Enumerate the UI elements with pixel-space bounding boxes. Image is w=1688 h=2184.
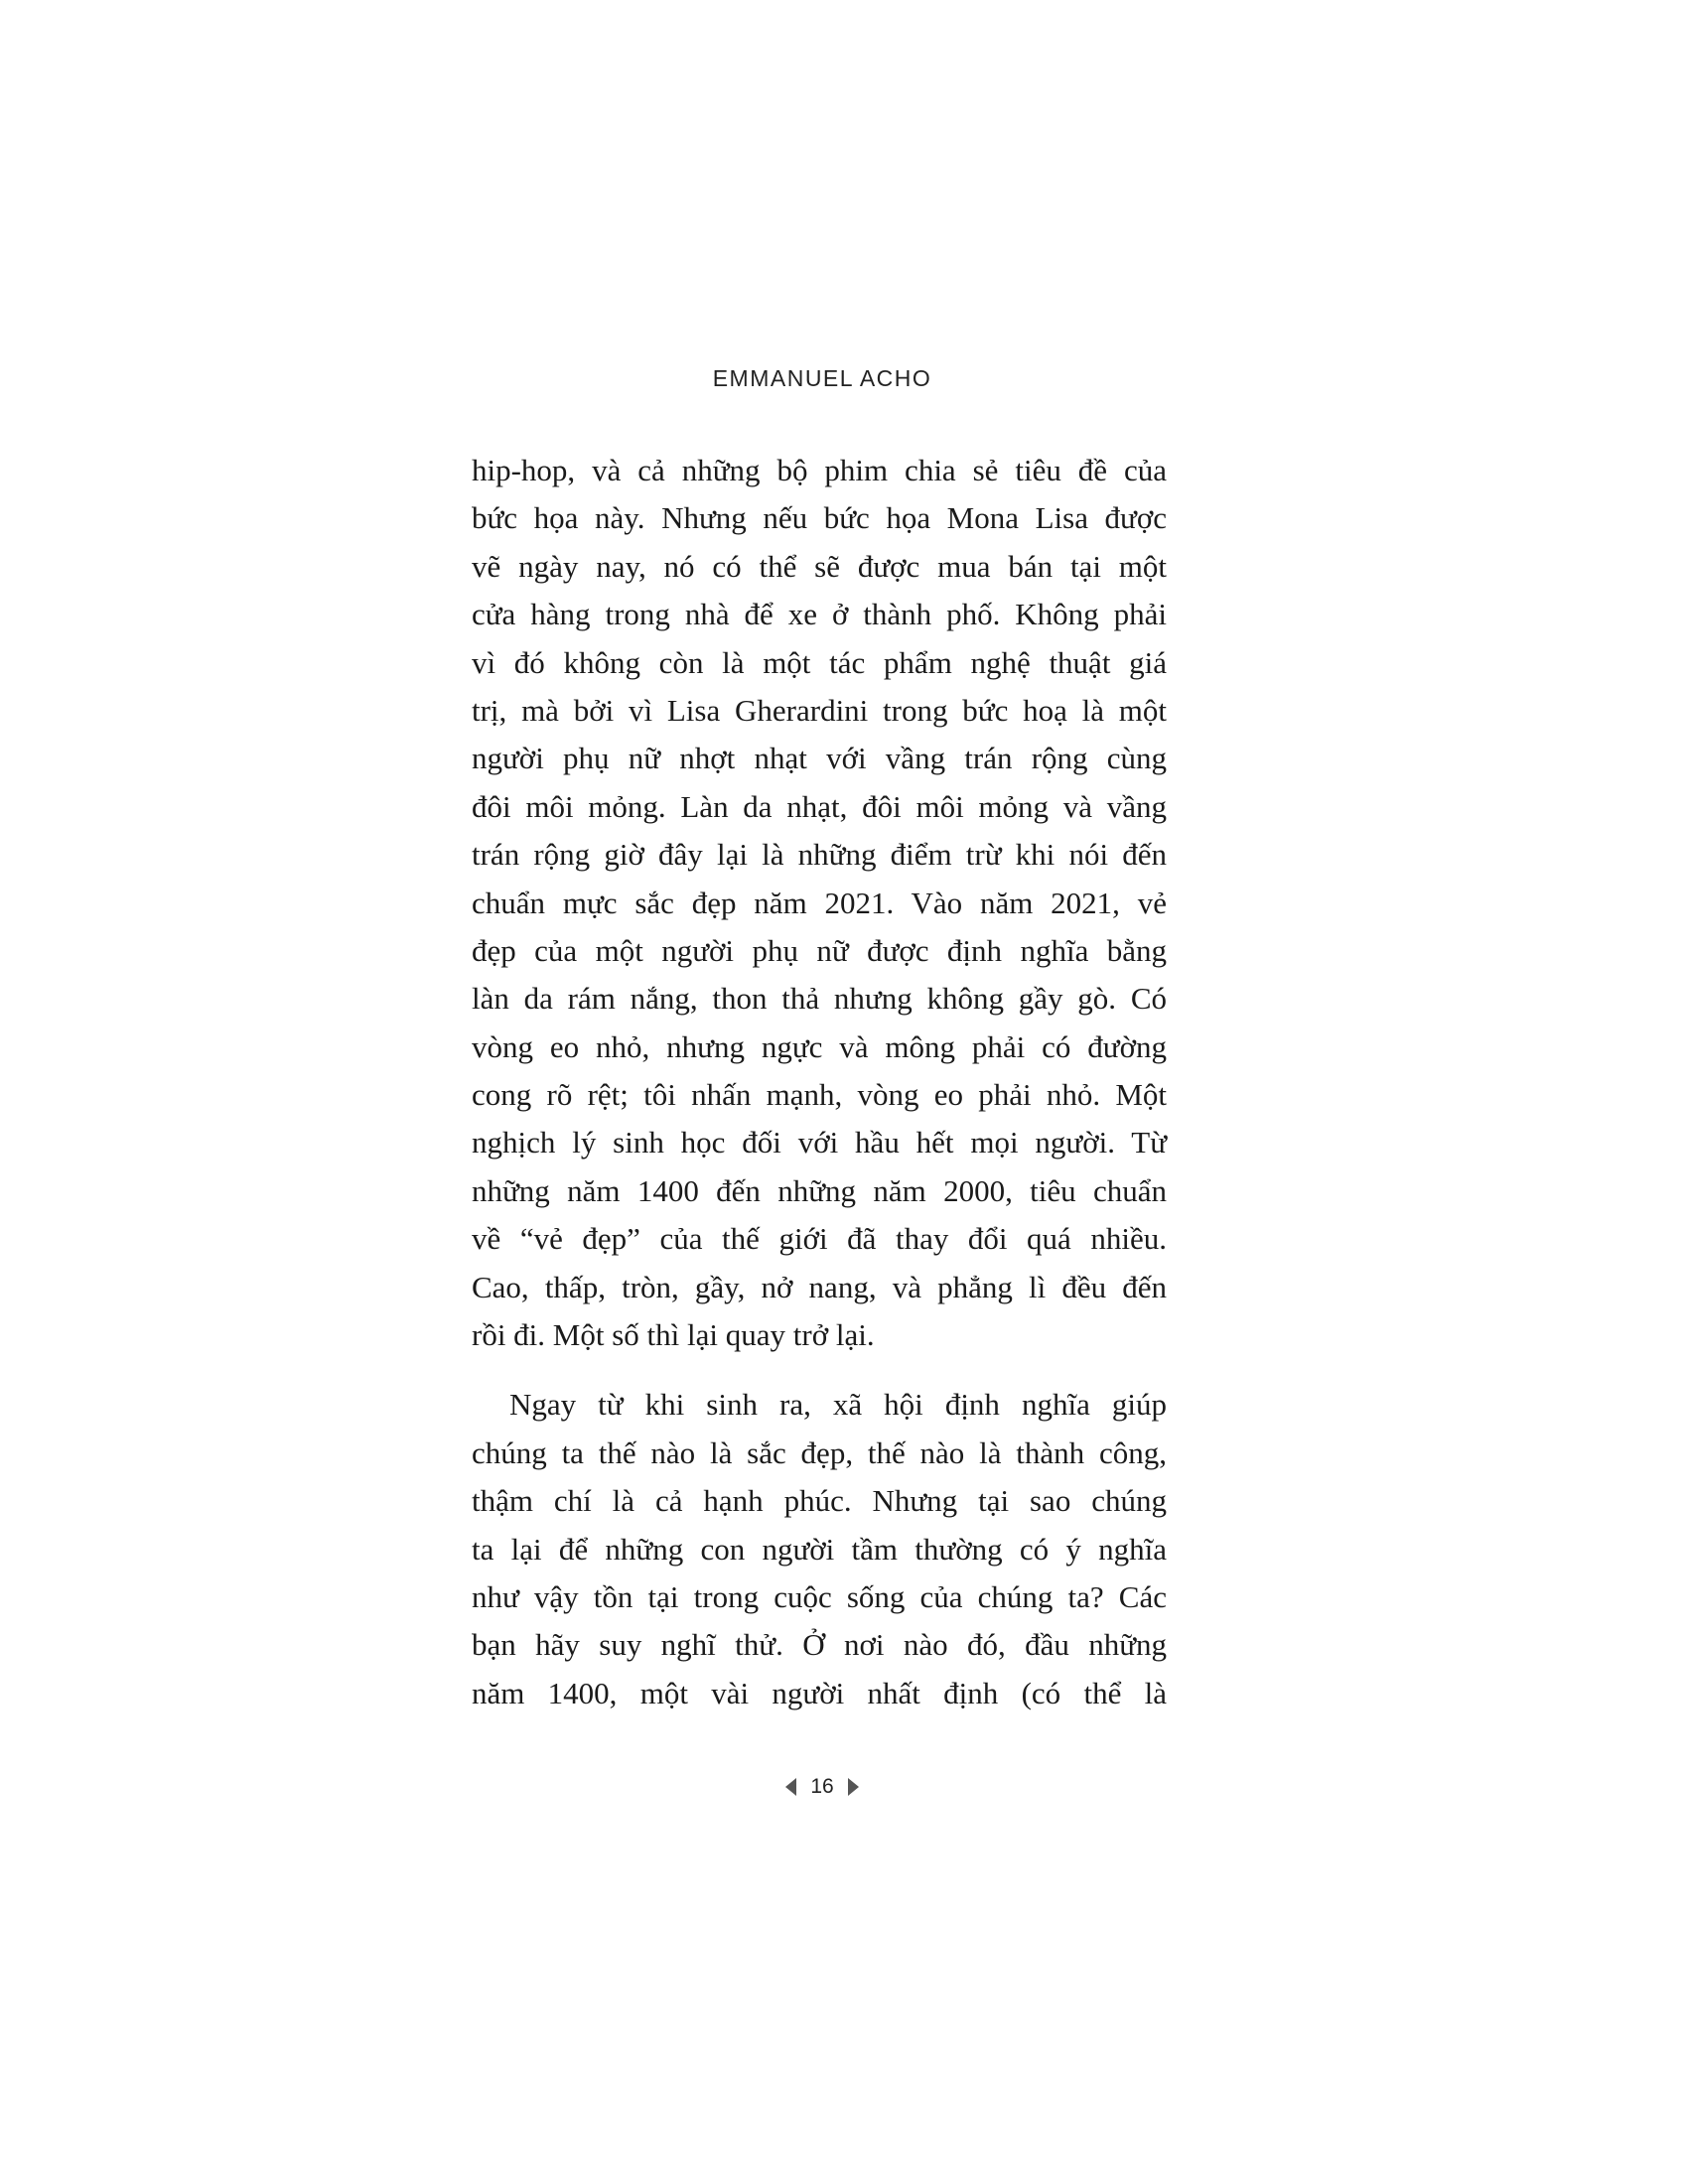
page-footer [0,1775,1644,1799]
text-line: người phụ nữ nhợt nhạt với vầng trán rộng cùng [472,741,1167,776]
text-line: như vậy tồn tại trong cuộc sống của chúng ta? Các [472,1578,1167,1614]
text-line: trị, mà bởi vì Lisa Gherardini trong bức hoạ là một [472,692,1167,728]
text-line: nghịch lý sinh học đối với hầu hết mọi người. Từ [472,1125,1167,1160]
text-line: những năm 1400 đến những năm 2000, tiêu chuẩn [472,1172,1167,1208]
text-line: đẹp của một người phụ nữ được định nghĩa bằng [472,932,1167,968]
text-line: Cao, thấp, tròn, gầy, nở nang, và phẳng lì đều đến [472,1269,1167,1304]
triangle-right-icon [848,1778,859,1796]
text-line: chúng ta thế nào là sắc đẹp, thế nào là thành công, [472,1434,1167,1470]
text-line: vì đó không còn là một tác phẩm nghệ thuật giá [472,644,1167,680]
paragraph-1 [472,447,1167,1359]
text-line: vẽ ngày nay, nó có thể sẽ được mua bán tại một [472,548,1167,584]
text-line: ta lại để những con người tầm thường có ý nghĩa [472,1531,1167,1567]
text-line: về “vẻ đẹp” của thế giới đã thay đổi quá nhiều. [472,1221,1167,1257]
page-number: 16 [810,1775,834,1798]
text-line: bạn hãy suy nghĩ thử. Ở nơi nào đó, đầu những [472,1627,1167,1663]
text-line: cửa hàng trong nhà để xe ở thành phố. Không phải [472,597,1167,632]
text-line: thậm chí là cả hạnh phúc. Nhưng tại sao chúng [472,1483,1167,1519]
text-line: hip-hop, và cả những bộ phim chia sẻ tiêu đề của [472,453,1167,487]
body-text [472,447,1167,1717]
text-line: chuẩn mực sắc đẹp năm 2021. Vào năm 2021, vẻ [472,885,1167,920]
text-line: năm 1400, một vài người nhất định (có thể là [472,1675,1167,1710]
paragraph-2 [472,1381,1167,1717]
text-line: làn da rám nắng, thon thả nhưng không gầy gò. Có [472,981,1167,1017]
text-line: rồi đi. Một số thì lại quay trở lại. [472,1317,875,1353]
text-line: vòng eo nhỏ, nhưng ngực và mông phải có đường [472,1028,1167,1064]
paragraph-spacer [472,1359,1167,1381]
text-line: Ngay từ khi sinh ra, xã hội định nghĩa giúp [509,1387,1167,1423]
text-line: cong rõ rệt; tôi nhấn mạnh, vòng eo phải nhỏ. Một [472,1077,1167,1113]
triangle-left-icon [785,1778,796,1796]
text-line: bức họa này. Nhưng nếu bức họa Mona Lisa được [472,500,1167,536]
text-line: đôi môi mỏng. Làn da nhạt, đôi môi mỏng và vầng [472,788,1167,824]
text-line: trán rộng giờ đây lại là những điểm trừ khi nói đến [472,837,1167,873]
running-head-author: EMMANUEL ACHO [712,365,932,391]
